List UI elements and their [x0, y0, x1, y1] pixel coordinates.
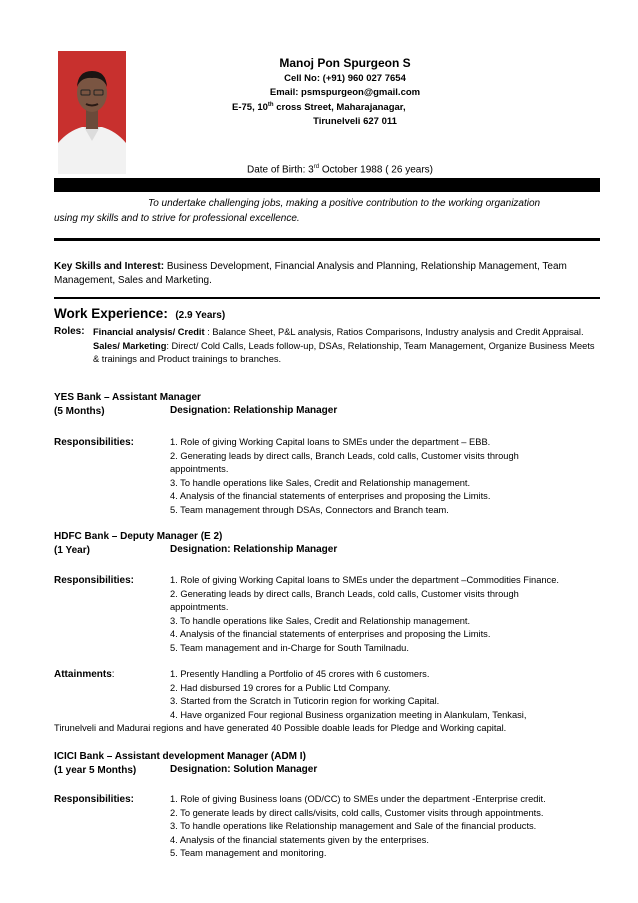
job-duration: (1 Year): [54, 545, 90, 556]
role-item: Financial analysis/ Credit : Balance Sheet, P&L analysis, Ratios Comparisons, Industry analysis and Credit Appraisal.: [93, 327, 584, 337]
job-company: HDFC Bank – Deputy Manager (E 2): [54, 531, 223, 542]
cell-number: Cell No: (+91) 960 027 7654: [284, 73, 406, 84]
list-item: 4. Analysis of the financial statements of enterprises and proposing the Limits.: [170, 491, 491, 501]
address-line-1: E-75, 10th cross Street, Maharajanagar,: [232, 102, 406, 114]
date-of-birth: Date of Birth: 3rd October 1988 ( 26 years): [247, 164, 433, 176]
attainments-list: [170, 668, 600, 722]
list-item: 2. To generate leads by direct calls/visits, cold calls, Customer visits through appointments.: [170, 807, 544, 818]
list-item: 3. To handle operations like Relationship management and Sale of the financial products.: [170, 821, 537, 831]
list-item: 5. Team management and monitoring.: [170, 848, 327, 858]
list-item: 2. Generating leads by direct calls, Branch Leads, cold calls, Customer visits through appointments.: [170, 588, 519, 612]
job-duration: (5 Months): [54, 406, 105, 417]
list-item: 4. Analysis of the financial statements of enterprises and proposing the Limits.: [170, 629, 491, 639]
roles-label: Roles:: [54, 326, 85, 337]
key-skills: Key Skills and Interest: Business Development, Financial Analysis and Planning, Relationship Management, Team Management, Sales and Marketing.: [54, 261, 567, 286]
attainment-continuation: Tirunelveli and Madurai regions and have generated 40 Possible doable leads for Pledge and Working capital.: [54, 723, 507, 733]
career-objective: To undertake challenging jobs, making a positive contribution to the working organization using my skills and to strive for professional excellence.: [54, 198, 541, 224]
email: Email: psmspurgeon@gmail.com: [269, 87, 421, 98]
responsibilities-list: [170, 793, 600, 861]
job-designation: Designation: Solution Manager: [170, 764, 318, 775]
list-item: 2. Had disbursed 19 crores for a Public Ltd Company.: [170, 682, 391, 693]
divider: [54, 297, 600, 299]
work-experience-heading: Work Experience: (2.9 Years): [54, 306, 226, 321]
list-item: 5. Team management and in-Charge for South Tamilnadu.: [170, 642, 409, 653]
responsibilities-list: [170, 574, 600, 655]
list-item: 2. Generating leads by direct calls, Branch Leads, cold calls, Customer visits through appointments.: [170, 450, 519, 474]
list-item: 3. To handle operations like Sales, Credit and Relationship management.: [170, 615, 471, 626]
attainments-label: Attainments:: [54, 669, 115, 680]
list-item: 3. Started from the Scratch in Tuticorin region for working Capital.: [170, 696, 440, 706]
list-item: 5. Team management through DSAs, Connectors and Branch team.: [170, 504, 449, 515]
responsibilities-list: [170, 436, 600, 517]
list-item: 4. Analysis of the financial statements given by the enterprises.: [170, 834, 429, 845]
job-company: YES Bank – Assistant Manager: [54, 392, 201, 403]
job-designation: Designation: Relationship Manager: [170, 544, 338, 555]
list-item: 1. Role of giving Working Capital loans to SMEs under the department –Commodities Finance.: [170, 575, 559, 585]
role-item: Sales/ Marketing: Direct/ Cold Calls, Leads follow-up, DSAs, Relationship, Team Management, Organize Business Meets & trainings and Product trainings to branches.: [93, 340, 595, 364]
list-item: 3. To handle operations like Sales, Credit and Relationship management.: [170, 477, 471, 488]
roles-list: [93, 326, 603, 367]
header-divider-bar: [54, 178, 600, 192]
list-item: 1. Role of giving Working Capital loans to SMEs under the department – EBB.: [170, 437, 491, 447]
responsibilities-label: Responsibilities:: [54, 437, 135, 448]
candidate-name: Manoj Pon Spurgeon S: [279, 56, 411, 70]
list-item: 1. Presently Handling a Portfolio of 45 crores with 6 customers.: [170, 669, 430, 679]
job-duration: (1 year 5 Months): [54, 765, 137, 776]
job-company: ICICI Bank – Assistant development Manager (ADM I): [54, 751, 306, 762]
divider: [54, 238, 600, 241]
address-line-2: Tirunelveli 627 011: [313, 116, 397, 127]
responsibilities-label: Responsibilities:: [54, 794, 135, 805]
list-item: 4. Have organized Four regional Business organization meeting in Alankulam, Tenkasi,: [170, 709, 527, 720]
list-item: 1. Role of giving Business loans (OD/CC) to SMEs under the department -Enterprise credit.: [170, 794, 546, 804]
responsibilities-label: Responsibilities:: [54, 575, 135, 586]
profile-photo: [58, 51, 126, 174]
job-designation: Designation: Relationship Manager: [170, 405, 338, 416]
